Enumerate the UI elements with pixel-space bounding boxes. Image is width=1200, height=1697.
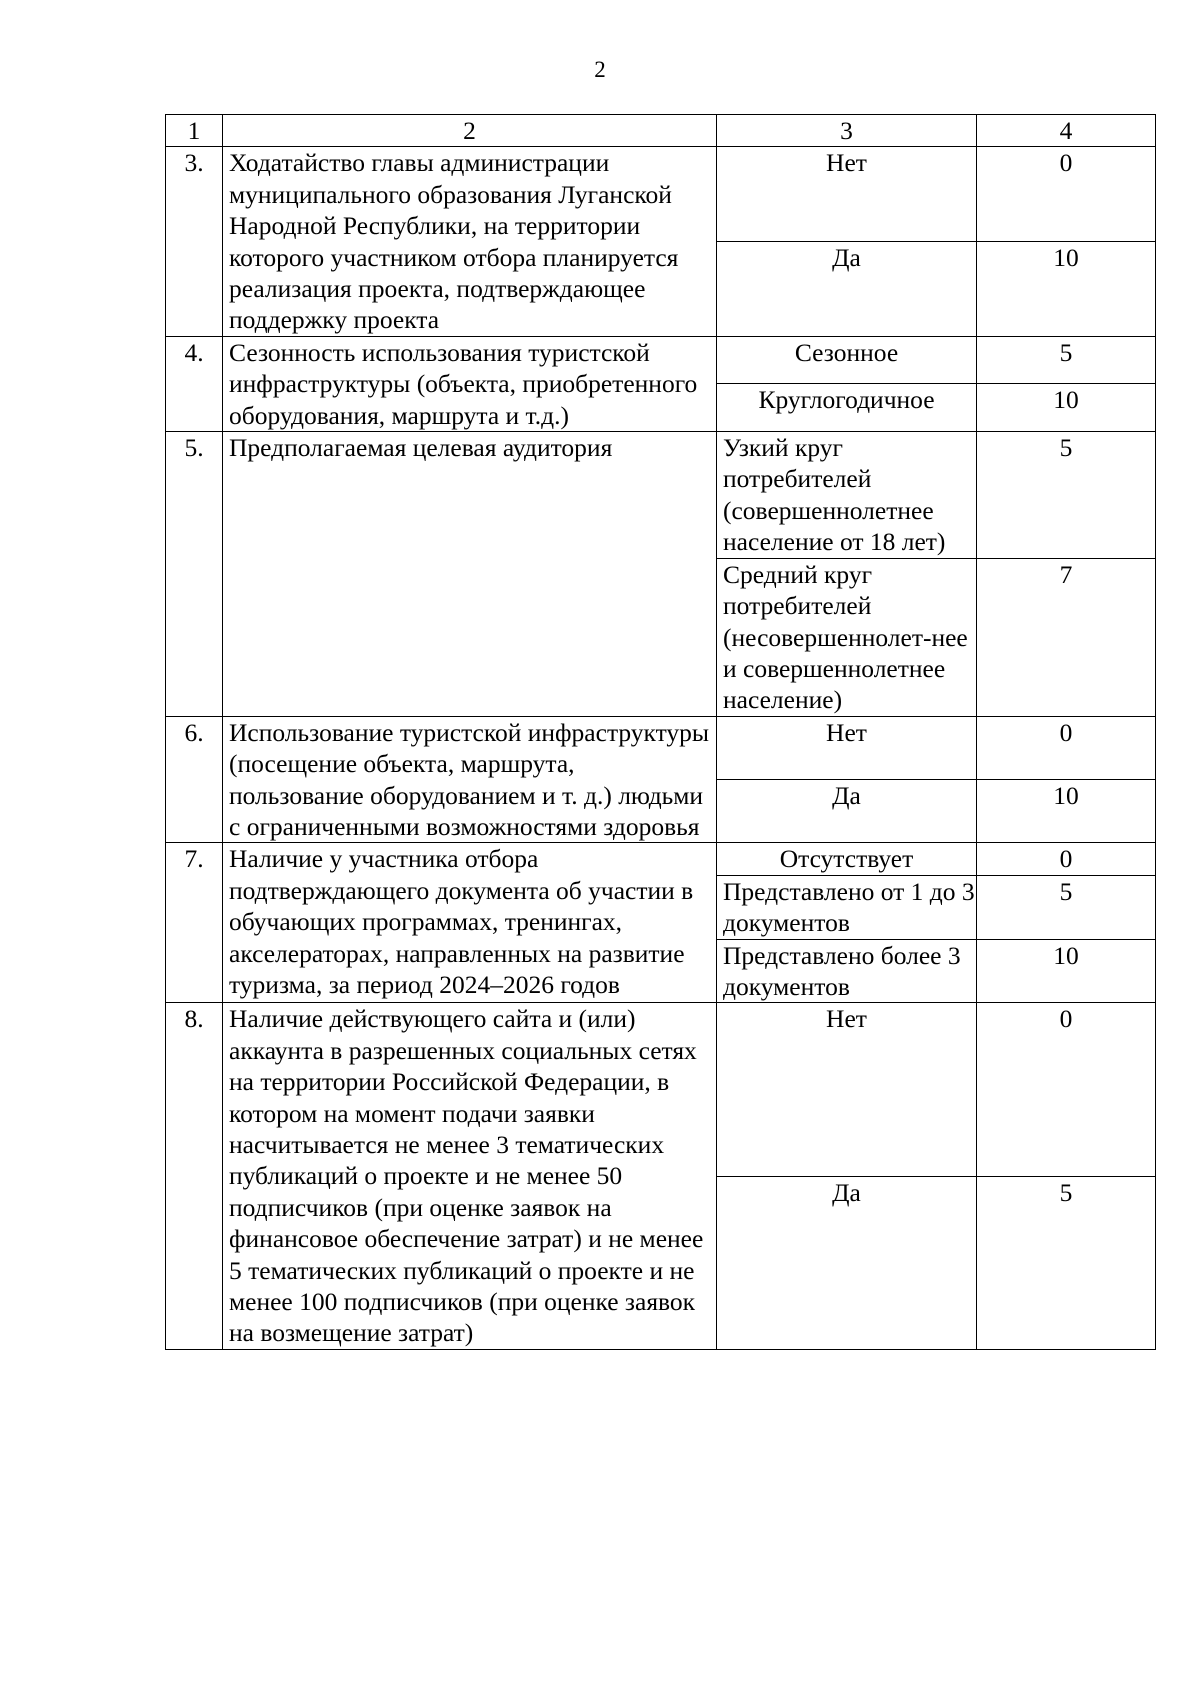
table-row — [166, 147, 1156, 242]
header-col-1: 1 — [166, 115, 223, 147]
table-row — [166, 336, 1156, 384]
option-score: 0 — [977, 1003, 1156, 1176]
row-number: 4. — [166, 336, 223, 431]
option-label: Нет — [717, 147, 977, 242]
option-score: 10 — [977, 242, 1156, 337]
option-label: Представлено от 1 до 3 документов — [717, 875, 977, 939]
row-number: 5. — [166, 432, 223, 717]
option-label: Да — [717, 242, 977, 337]
page-number: 2 — [594, 57, 606, 82]
row-number: 3. — [166, 147, 223, 336]
criterion-text: Использование туристской инфраструктуры (посещение объекта, маршрута, пользование оборудованием и т. д.) людьми с ограниченными возможностями здоровья — [223, 716, 717, 843]
table-row — [166, 1003, 1156, 1176]
table-row — [166, 843, 1156, 875]
criteria-table — [165, 114, 1156, 1350]
option-label: Сезонное — [717, 336, 977, 384]
criterion-text: Наличие действующего сайта и (или) аккаунта в разрешенных социальных сетях на территории Российской Федерации, в котором на момент подачи заявки насчитывается не менее 3 тематических публикаций о проекте и не менее 50 подписчиков (при оценке заявок на финансовое обеспечение затрат) и не менее 5 тематических публикаций о проекте и не менее 100 подписчиков (при оценке заявок на возмещение затрат) — [223, 1003, 717, 1349]
option-score: 10 — [977, 384, 1156, 432]
row-number: 6. — [166, 716, 223, 843]
header-col-4: 4 — [977, 115, 1156, 147]
option-label: Нет — [717, 1003, 977, 1176]
option-label: Узкий круг потребителей (совершеннолетнее население от 18 лет) — [717, 432, 977, 559]
option-score: 5 — [977, 1176, 1156, 1349]
row-number: 7. — [166, 843, 223, 1003]
header-row — [166, 115, 1156, 147]
header-col-2: 2 — [223, 115, 717, 147]
option-label: Нет — [717, 716, 977, 779]
option-score: 5 — [977, 432, 1156, 559]
option-label: Круглогодичное — [717, 384, 977, 432]
criterion-text: Ходатайство главы администрации муниципального образования Луганской Народной Республики, на территории которого участником отбора планируется реализация проекта, подтверждающее поддержку проекта — [223, 147, 717, 336]
option-score: 10 — [977, 780, 1156, 843]
header-col-3: 3 — [717, 115, 977, 147]
option-score: 0 — [977, 843, 1156, 875]
criterion-text: Наличие у участника отбора подтверждающего документа об участии в обучающих программах, тренингах, акселераторах, направленных на развитие туризма, за период 2024–2026 годов — [223, 843, 717, 1003]
option-score: 0 — [977, 716, 1156, 779]
table-row — [166, 716, 1156, 779]
row-number: 8. — [166, 1003, 223, 1349]
option-score: 0 — [977, 147, 1156, 242]
criterion-text: Предполагаемая целевая аудитория — [223, 432, 717, 717]
option-score: 5 — [977, 336, 1156, 384]
option-label: Отсутствует — [717, 843, 977, 875]
option-label: Да — [717, 1176, 977, 1349]
option-score: 5 — [977, 875, 1156, 939]
criterion-text: Сезонность использования туристской инфраструктуры (объекта, приобретенного оборудования, маршрута и т.д.) — [223, 336, 717, 431]
option-score: 10 — [977, 939, 1156, 1003]
table-row — [166, 432, 1156, 559]
option-label: Да — [717, 780, 977, 843]
option-score: 7 — [977, 558, 1156, 716]
option-label: Представлено более 3 документов — [717, 939, 977, 1003]
option-label: Средний круг потребителей (несовершеннолет-нее и совершеннолетнее население) — [717, 558, 977, 716]
